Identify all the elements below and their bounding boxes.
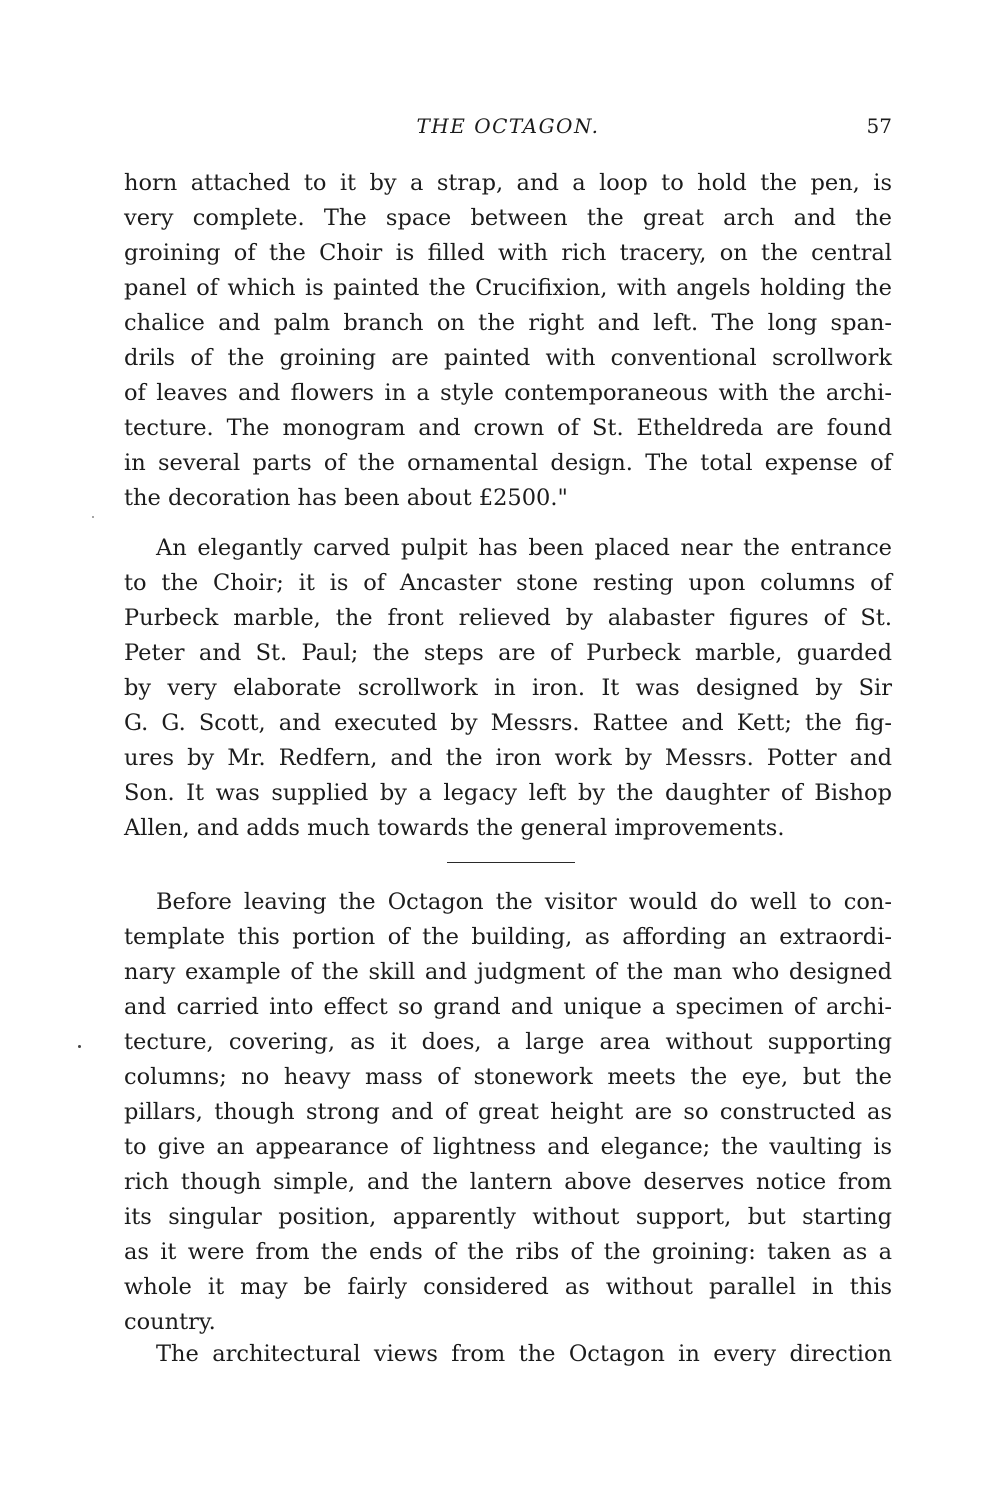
- text-line: The architectural views from the Octagon in every direction: [156, 1341, 892, 1367]
- text-line: nary example of the skill and judgment of the man who designed: [124, 959, 892, 985]
- print-speck: [78, 1045, 81, 1048]
- text-line: as it were from the ends of the ribs of the groining: taken as a: [124, 1239, 892, 1265]
- paragraph-pulpit: [124, 531, 892, 846]
- running-title: THE OCTAGON.: [416, 114, 600, 138]
- text-line: tecture, covering, as it does, a large area without supporting: [124, 1029, 892, 1055]
- text-line: Son. It was supplied by a legacy left by the daughter of Bishop: [124, 780, 892, 806]
- text-line: to give an appearance of lightness and elegance; the vaulting is: [124, 1134, 892, 1160]
- text-line: the decoration has been about £2500.": [124, 485, 568, 511]
- text-line: drils of the groining are painted with conventional scrollwork: [124, 345, 892, 371]
- paragraph-continuation: [124, 166, 892, 516]
- text-line: very complete. The space between the great arch and the: [124, 205, 892, 231]
- text-line: tecture. The monogram and crown of St. Etheldreda are found: [124, 415, 892, 441]
- text-line: by very elaborate scrollwork in iron. It was designed by Sir: [124, 675, 892, 701]
- page-number: 57: [866, 114, 892, 138]
- text-line: chalice and palm branch on the right and left. The long span-: [124, 310, 892, 336]
- text-line: G. G. Scott, and executed by Messrs. Rattee and Kett; the fig-: [124, 710, 892, 736]
- text-line: ures by Mr. Redfern, and the iron work by Messrs. Potter and: [124, 745, 892, 771]
- text-line: Allen, and adds much towards the general improvements.: [124, 815, 785, 841]
- text-line: horn attached to it by a strap, and a loop to hold the pen, is: [124, 170, 892, 196]
- paragraph-views: [124, 1337, 892, 1372]
- text-line: panel of which is painted the Crucifixion, with angels holding the: [124, 275, 892, 301]
- text-line: whole it may be fairly considered as without parallel in this: [124, 1274, 892, 1300]
- text-line: An elegantly carved pulpit has been placed near the entrance: [156, 535, 892, 561]
- print-speck: [92, 516, 94, 518]
- text-line: pillars, though strong and of great height are so constructed as: [124, 1099, 892, 1125]
- text-line: in several parts of the ornamental design. The total expense of: [124, 450, 892, 476]
- text-line: Purbeck marble, the front relieved by alabaster figures of St.: [124, 605, 892, 631]
- text-line: groining of the Choir is filled with rich tracery, on the central: [124, 240, 892, 266]
- running-head: [124, 114, 892, 144]
- text-line: Peter and St. Paul; the steps are of Purbeck marble, guarded: [124, 640, 892, 666]
- text-line: columns; no heavy mass of stonework meets the eye, but the: [124, 1064, 892, 1090]
- section-divider: [447, 862, 575, 863]
- text-line: and carried into effect so grand and unique a specimen of archi-: [124, 994, 892, 1020]
- text-line: its singular position, apparently without support, but starting: [124, 1204, 892, 1230]
- text-line: to the Choir; it is of Ancaster stone resting upon columns of: [124, 570, 892, 596]
- text-line: of leaves and flowers in a style contemporaneous with the archi-: [124, 380, 892, 406]
- text-line: country.: [124, 1309, 216, 1335]
- text-line: template this portion of the building, as affording an extraordi-: [124, 924, 892, 950]
- text-line: Before leaving the Octagon the visitor would do well to con-: [156, 889, 892, 915]
- text-line: rich though simple, and the lantern above deserves notice from: [124, 1169, 892, 1195]
- paragraph-octagon: [124, 885, 892, 1340]
